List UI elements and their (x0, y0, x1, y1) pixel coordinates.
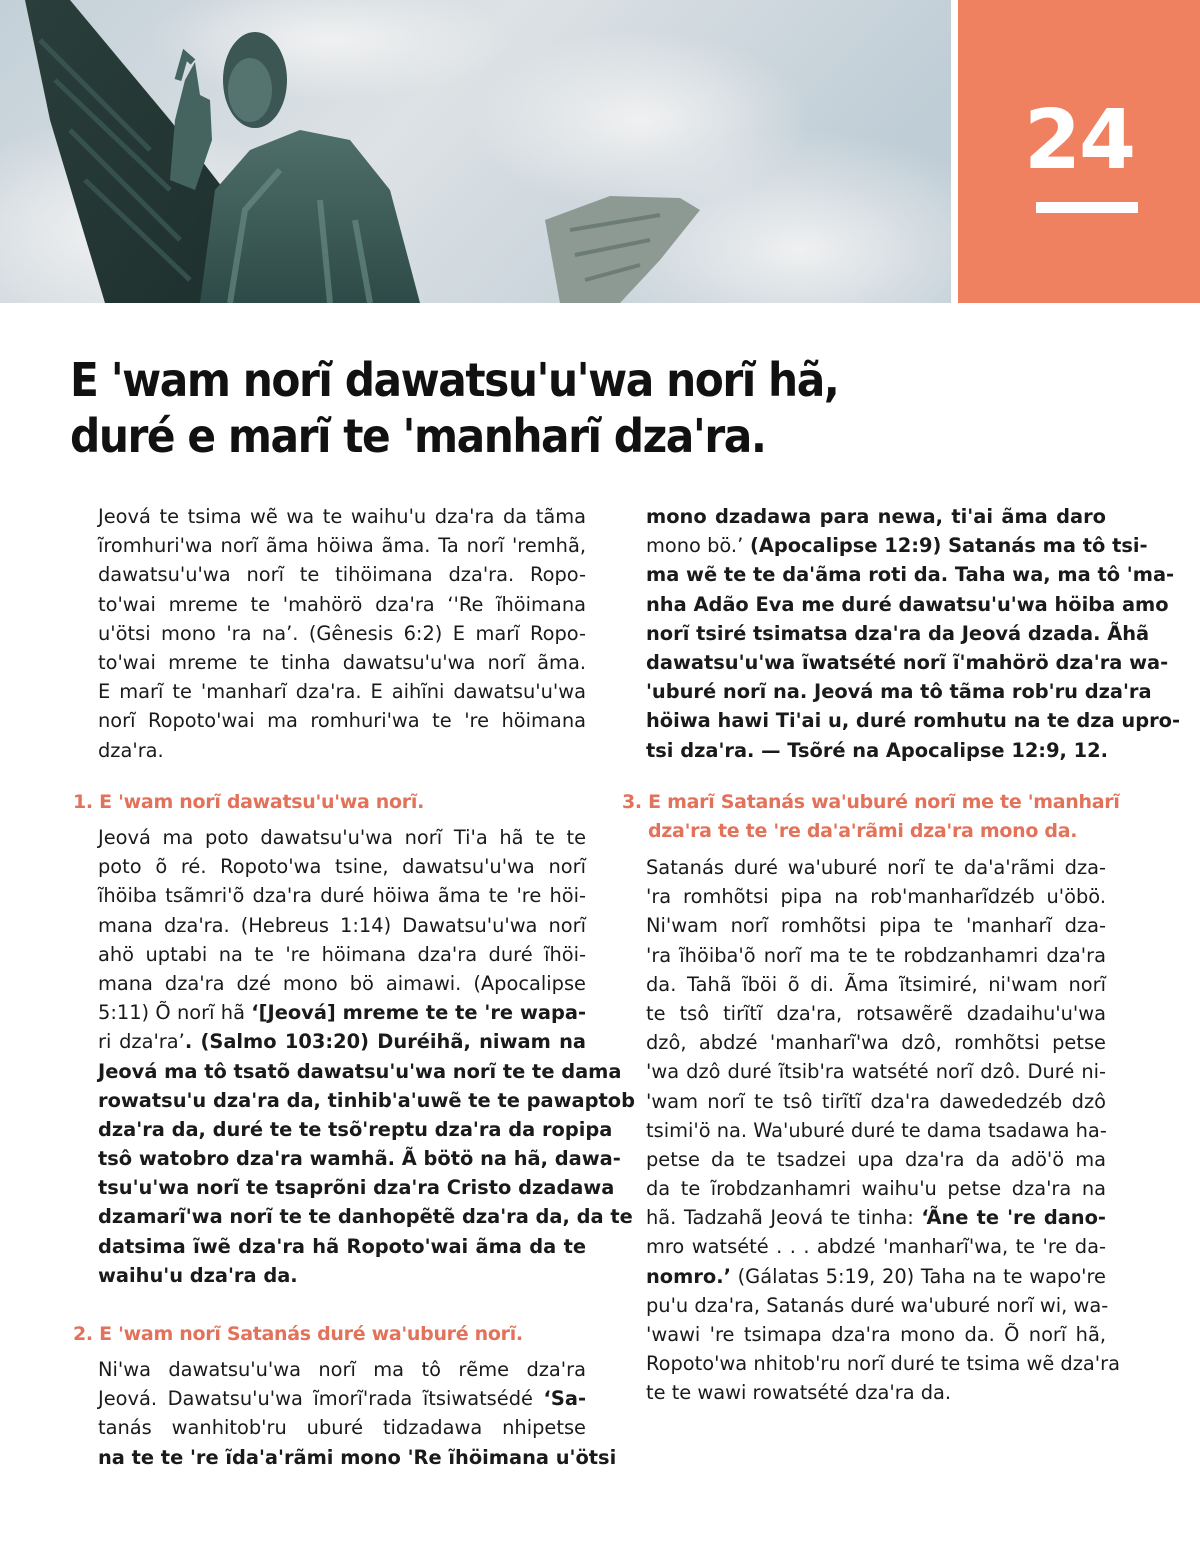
section-3-line: 'ra ĩhöiba'õ norĩ ma te te robdzanhamri dza'ra (646, 943, 1106, 967)
section-3-line: Ropoto'wa nhitob'ru norĩ duré te tsima wẽ dza'ra (646, 1352, 1120, 1376)
section-1-title: E 'wam norĩ dawatsu'u'wa norĩ. (99, 791, 424, 813)
section-2-body (98, 1355, 617, 1472)
section-3-line: 'wa dzô duré ĩtsib'ra watsété norĩ dzô. Duré ni- (646, 1060, 1106, 1084)
hero-image (0, 0, 951, 303)
intro-line: Jeová te tsima wẽ wa te waihu'u dza'ra da tãma (98, 505, 586, 528)
section-1-line: rowatsu'u dza'ra da, tinhib'a'uwẽ te te pawaptob (98, 1088, 635, 1112)
angel-statue-illustration (0, 0, 951, 303)
section-3-line: pu'u dza'ra, Satanás duré wa'uburé norĩ wi, wa- (646, 1293, 1109, 1317)
section-2-heading (73, 1320, 523, 1349)
section-1-line: ĩhöiba tsãmri'õ dza'ra duré höiwa ãma te 're höi- (98, 884, 586, 908)
intro-line: ĩromhuri'wa norĩ ãma höiwa ãma. Ta norĩ 'remhã, (98, 534, 586, 558)
section-1-line: mana dza'ra. (Hebreus 1:14) Dawatsu'u'wa norĩ (98, 913, 586, 937)
section-2-line: Jeová. Dawatsu'u'wa ĩmorĩ'rada ĩtsiwatsédé ‘Sa- (98, 1387, 586, 1411)
intro-line: u'ötsi mono 'ra na’. (Gênesis 6:2) E marĩ Ropo- (98, 621, 586, 645)
section-2-continued-line: mono dzadawa para newa, ti'ai ãma daro (646, 505, 1106, 528)
section-1-line: waihu'u dza'ra da. (98, 1263, 298, 1287)
section-3-title-line-1: E marĩ Satanás wa'uburé norĩ me te 'manharĩ (648, 791, 1120, 813)
section-3-line: mro watsété . . . abdzé 'manharĩ'wa, te 're da- (646, 1235, 1106, 1259)
section-3-line: Ni'wam norĩ romhõtsi pipa te 'manharĩ dza- (646, 914, 1106, 938)
section-2-number: 2. (73, 1323, 93, 1345)
section-3-line: dzô, abdzé 'manharĩ'wa dzô, romhõtsi petse (646, 1031, 1106, 1055)
section-3-line: 'wawi 're tsimapa dza'ra mono da. Õ norĩ hã, (646, 1323, 1106, 1346)
section-3-line: Satanás duré wa'uburé norĩ te da'a'rãmi dza- (646, 856, 1106, 879)
section-1-line: ahö uptabi na te 're höimana dza'ra duré ĩhöi- (98, 942, 586, 966)
section-1-line: poto õ ré. Ropoto'wa tsine, dawatsu'u'wa norĩ (98, 855, 586, 879)
section-1-line: mana dza'ra dzé mono bö aimawi. (Apocalipse (98, 971, 586, 995)
page-title-line-2: duré e marĩ te 'manharĩ dza'ra. (70, 409, 766, 463)
section-2-continued-line: ma wẽ te te da'ãma roti da. Taha wa, ma tô 'ma- (646, 563, 1175, 587)
section-3-line: da. Tahã ĩböi õ di. Ãma ĩtsimiré, ni'wam norĩ (646, 972, 1106, 996)
section-1-line: dza'ra da, duré te te tsõ'reptu dza'ra da ropipa (98, 1117, 613, 1141)
intro-line: dza'ra. (98, 738, 164, 762)
intro-line: norĩ Ropoto'wai ma romhuri'wa te 're höimana (98, 709, 586, 733)
section-2-title: E 'wam norĩ Satanás duré wa'uburé norĩ. (99, 1323, 523, 1345)
section-2-line: Ni'wa dawatsu'u'wa norĩ ma tô rẽme dza'ra (98, 1358, 586, 1381)
section-3-title-line-2: dza'ra te te 're da'a'rãmi dza'ra mono da. (648, 820, 1078, 842)
page-title-line-1: E 'wam norĩ dawatsu'u'wa norĩ hã, (70, 353, 839, 407)
chapter-number-box (958, 0, 1200, 303)
intro-line: E marĩ te 'manharĩ dza'ra. E aihĩni dawatsu'u'wa (98, 680, 586, 704)
section-1-line: ri dza'ra’. (Salmo 103:20) Duréihã, niwam na (98, 1030, 586, 1054)
section-3-line: nomro.’ (Gálatas 5:19, 20) Taha na te wapo're (646, 1264, 1106, 1288)
section-2-line: na te te 're ĩda'a'rãmi mono 'Re ĩhöimana u'ötsi (98, 1445, 617, 1469)
section-2-line: tanás wanhitob'ru uburé tidzadawa nhipetse (98, 1416, 586, 1440)
section-3-line: tsimi'ö na. Wa'uburé duré te dama tsadawa ha- (646, 1118, 1107, 1142)
section-1-body (98, 823, 635, 1290)
section-2-continued-line: 'uburé norĩ na. Jeová ma tô tãma rob'ru dza'ra (646, 680, 1152, 704)
section-3-line: 'wam norĩ te tsô tirĩtĩ dza'ra dawededzéb dzô (646, 1089, 1106, 1113)
section-2-continued-line: höiwa hawi Ti'ai u, duré romhutu na te dza upro- (646, 709, 1181, 733)
section-1-line: tsu'u'wa norĩ te tsaprõni dza'ra Cristo dzadawa (98, 1176, 615, 1200)
section-2-continued-line: norĩ tsiré tsimatsa dza'ra da Jeová dzada. Ãhã (646, 621, 1150, 645)
section-2-continued-line: dawatsu'u'wa ĩwatsété norĩ ĩ'mahörö dza'ra wa- (646, 650, 1169, 674)
section-3-line: petse da te tsadzei upa dza'ra da adö'ö ma (646, 1147, 1106, 1171)
section-3-line: 'ra romhõtsi pipa na rob'manharĩdzéb u'öbö. (646, 885, 1106, 909)
intro-line: to'wai mreme te tinha dawatsu'u'wa norĩ ãma. (98, 650, 586, 674)
section-3-body (646, 853, 1120, 1408)
section-1-line: Jeová ma tô tsatõ dawatsu'u'wa norĩ te te dama (98, 1059, 622, 1083)
section-1-number: 1. (73, 791, 93, 813)
section-3-line: te te wawi rowatsété dza'ra da. (646, 1381, 952, 1405)
intro-line: dawatsu'u'wa norĩ te tihöimana dza'ra. Ropo- (98, 563, 586, 587)
section-1-line: Jeová ma poto dawatsu'u'wa norĩ Ti'a hã te te (98, 826, 586, 849)
intro-line: to'wai mreme te 'mahörö dza'ra ‘'Re ĩhöimana (98, 592, 586, 616)
section-2-continued-line: mono bö.’ (Apocalipse 12:9) Satanás ma tô tsi- (646, 534, 1148, 558)
section-3-line: hã. Tadzahã Jeová te tinha: ‘Ãne te 're dano- (646, 1206, 1106, 1230)
section-3-number: 3. (622, 791, 642, 813)
section-3-line: da te ĩrobdzanhamri waihu'u petse dza'ra na (646, 1177, 1106, 1201)
chapter-number-underline (1036, 202, 1138, 213)
section-2-body-continued (646, 502, 1181, 765)
left-column (98, 502, 586, 765)
section-3-heading (622, 788, 1120, 846)
section-1-line: dzamarĩ'wa norĩ te te danhopẽtẽ dza'ra da, da te (98, 1205, 633, 1229)
section-1-line: 5:11) Õ norĩ hã ‘[Jeová] mreme te te 're wapa- (98, 1001, 586, 1025)
section-2-continued-line: tsi dza'ra. — Tsõré na Apocalipse 12:9, 12. (646, 738, 1109, 762)
page-title (70, 352, 898, 464)
section-2-continued-line: nha Adão Eva me duré dawatsu'u'wa höiba amo (646, 592, 1169, 616)
intro-paragraph (98, 502, 586, 765)
chapter-number: 24 (1023, 93, 1135, 188)
section-3-line: te tsô tirĩtĩ dza'ra, rotsawẽrẽ dzadaihu'u'wa (646, 1001, 1106, 1025)
section-1-line: datsima ĩwẽ dza'ra hã Ropoto'wai ãma da te (98, 1234, 586, 1258)
section-1-heading (73, 788, 424, 817)
section-1-line: tsô watobro dza'ra wamhã. Ã bötö na hã, dawa- (98, 1147, 621, 1171)
